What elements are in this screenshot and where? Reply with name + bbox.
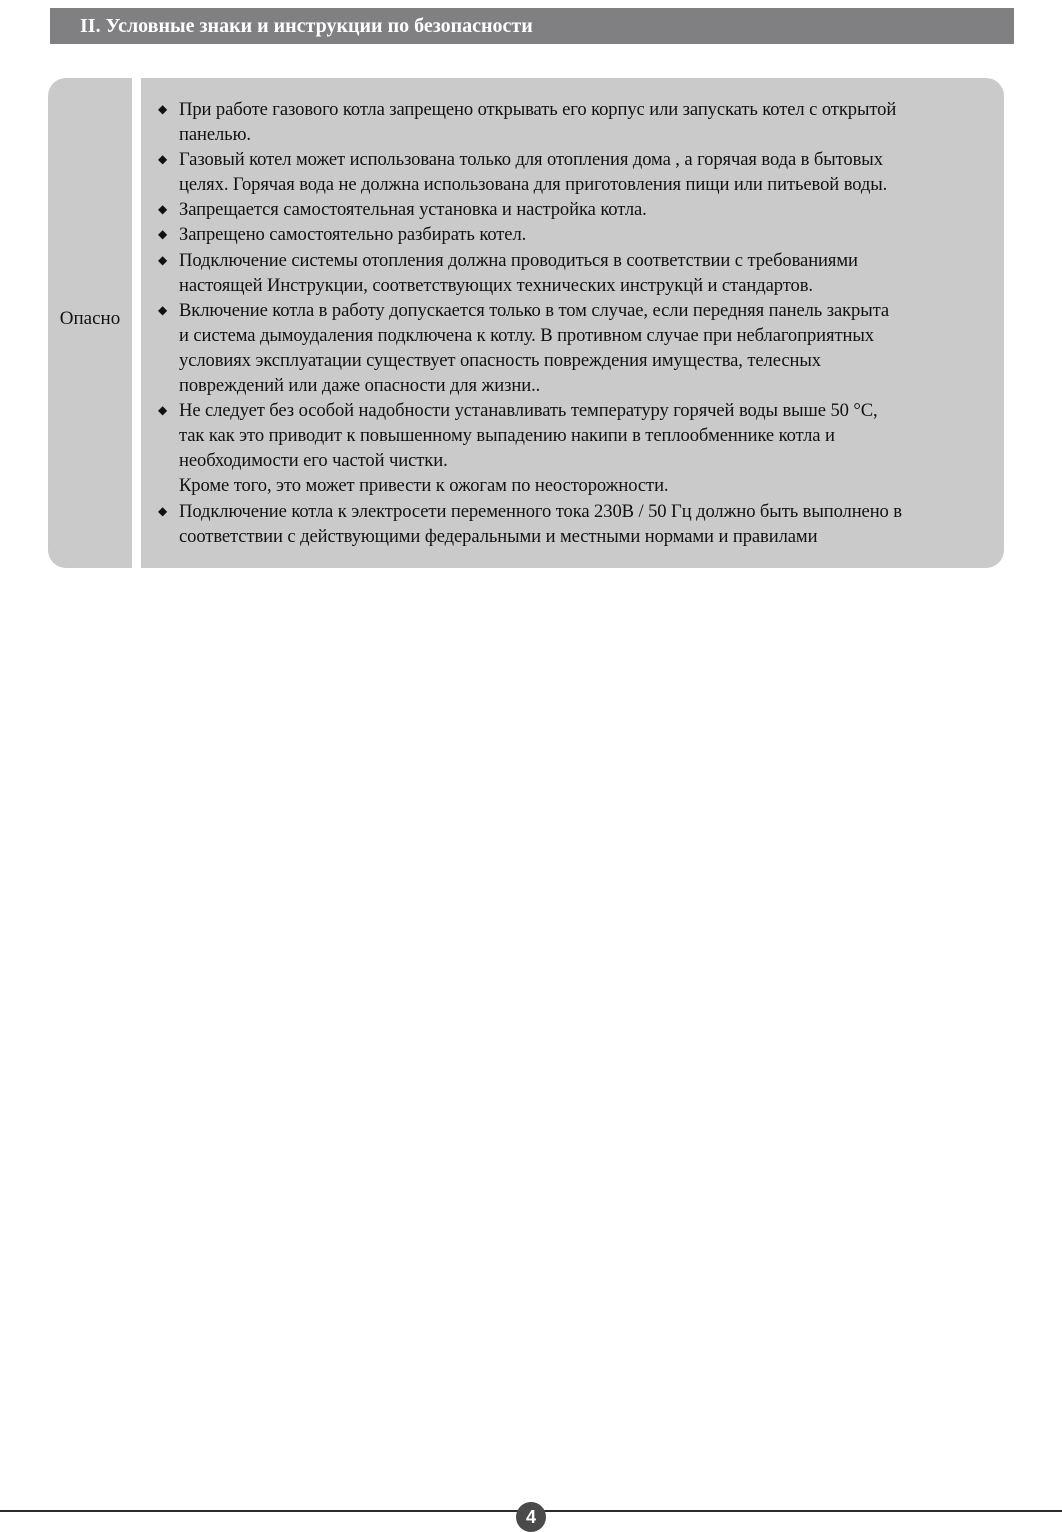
warning-item — [158, 222, 1009, 247]
warning-item-line: Газовый котел может использована только для отопления дома , а горячая вода в бытовых — [179, 149, 883, 171]
warning-item — [158, 97, 1009, 147]
warning-item-line: панелью. — [179, 124, 251, 146]
warning-item-line: Запрещено самостоятельно разбирать котел. — [179, 224, 527, 246]
warning-item-line: Включение котла в работу допускается только в том случае, если передняя панель закрыта — [179, 299, 890, 321]
diamond-bullet-icon: ◆ — [158, 252, 168, 267]
warning-item-line: так как это приводит к повышенному выпадению накипи в теплообменнике котла и — [179, 425, 835, 447]
warning-item — [158, 248, 1009, 298]
warning-item-line: Подключение системы отопления должна проводиться в соответствии с требованиями — [179, 249, 858, 271]
warning-item — [158, 147, 1009, 197]
warning-item-line: настоящей Инструкции, соответствующих технических инструкцй и стандартов. — [179, 274, 813, 296]
warning-item-line: Кроме того, это может привести к ожогам по неосторожности. — [179, 475, 669, 497]
warning-level-label: Опасно — [59, 308, 121, 329]
diamond-bullet-icon: ◆ — [158, 302, 168, 317]
warning-item — [158, 197, 1009, 222]
warning-content-cell — [141, 78, 1004, 568]
warning-item-line: Подключение котла к электросети переменного тока 230В / 50 Гц должно быть выполнено в — [179, 500, 902, 522]
warning-label-cell — [48, 78, 132, 568]
section-title: II. Условные знаки и инструкции по безопасности — [80, 15, 533, 37]
warning-item-line: условиях эксплуатации существует опасность повреждения имущества, телесных — [179, 349, 821, 371]
page-number: 4 — [516, 1502, 546, 1532]
warning-item-line: соответствии с действующими федеральными и местными нормами и правилами — [179, 525, 818, 547]
section-header — [50, 8, 1014, 44]
diamond-bullet-icon: ◆ — [158, 152, 168, 167]
diamond-bullet-icon: ◆ — [158, 403, 168, 418]
warning-item-line: и система дымоудаления подключена к котлу. В противном случае при неблагоприятных — [179, 324, 874, 346]
warning-item-line: повреждений или даже опасности для жизни.. — [179, 375, 541, 397]
diamond-bullet-icon: ◆ — [158, 102, 168, 116]
diamond-bullet-icon: ◆ — [158, 227, 168, 242]
warning-item-line: Запрещается самостоятельная установка и настройка котла. — [179, 199, 647, 221]
diamond-bullet-icon: ◆ — [158, 202, 168, 217]
warning-item — [158, 398, 1009, 498]
warning-item-line: необходимости его частой чистки. — [179, 450, 448, 472]
warning-item-line: целях. Горячая вода не должна использована для приготовления пищи или питьевой воды. — [179, 174, 888, 196]
warning-item-line: Не следует без особой надобности устанавливать температуру горячей воды выше 50 °С, — [179, 400, 878, 422]
diamond-bullet-icon: ◆ — [158, 503, 168, 518]
warning-list — [158, 97, 1009, 549]
safety-warning-table — [48, 78, 1004, 568]
warning-item-line: При работе газового котла запрещено открывать его корпус или запускать котел с открытой — [179, 99, 897, 120]
warning-item — [158, 499, 1009, 549]
warning-item — [158, 298, 1009, 398]
